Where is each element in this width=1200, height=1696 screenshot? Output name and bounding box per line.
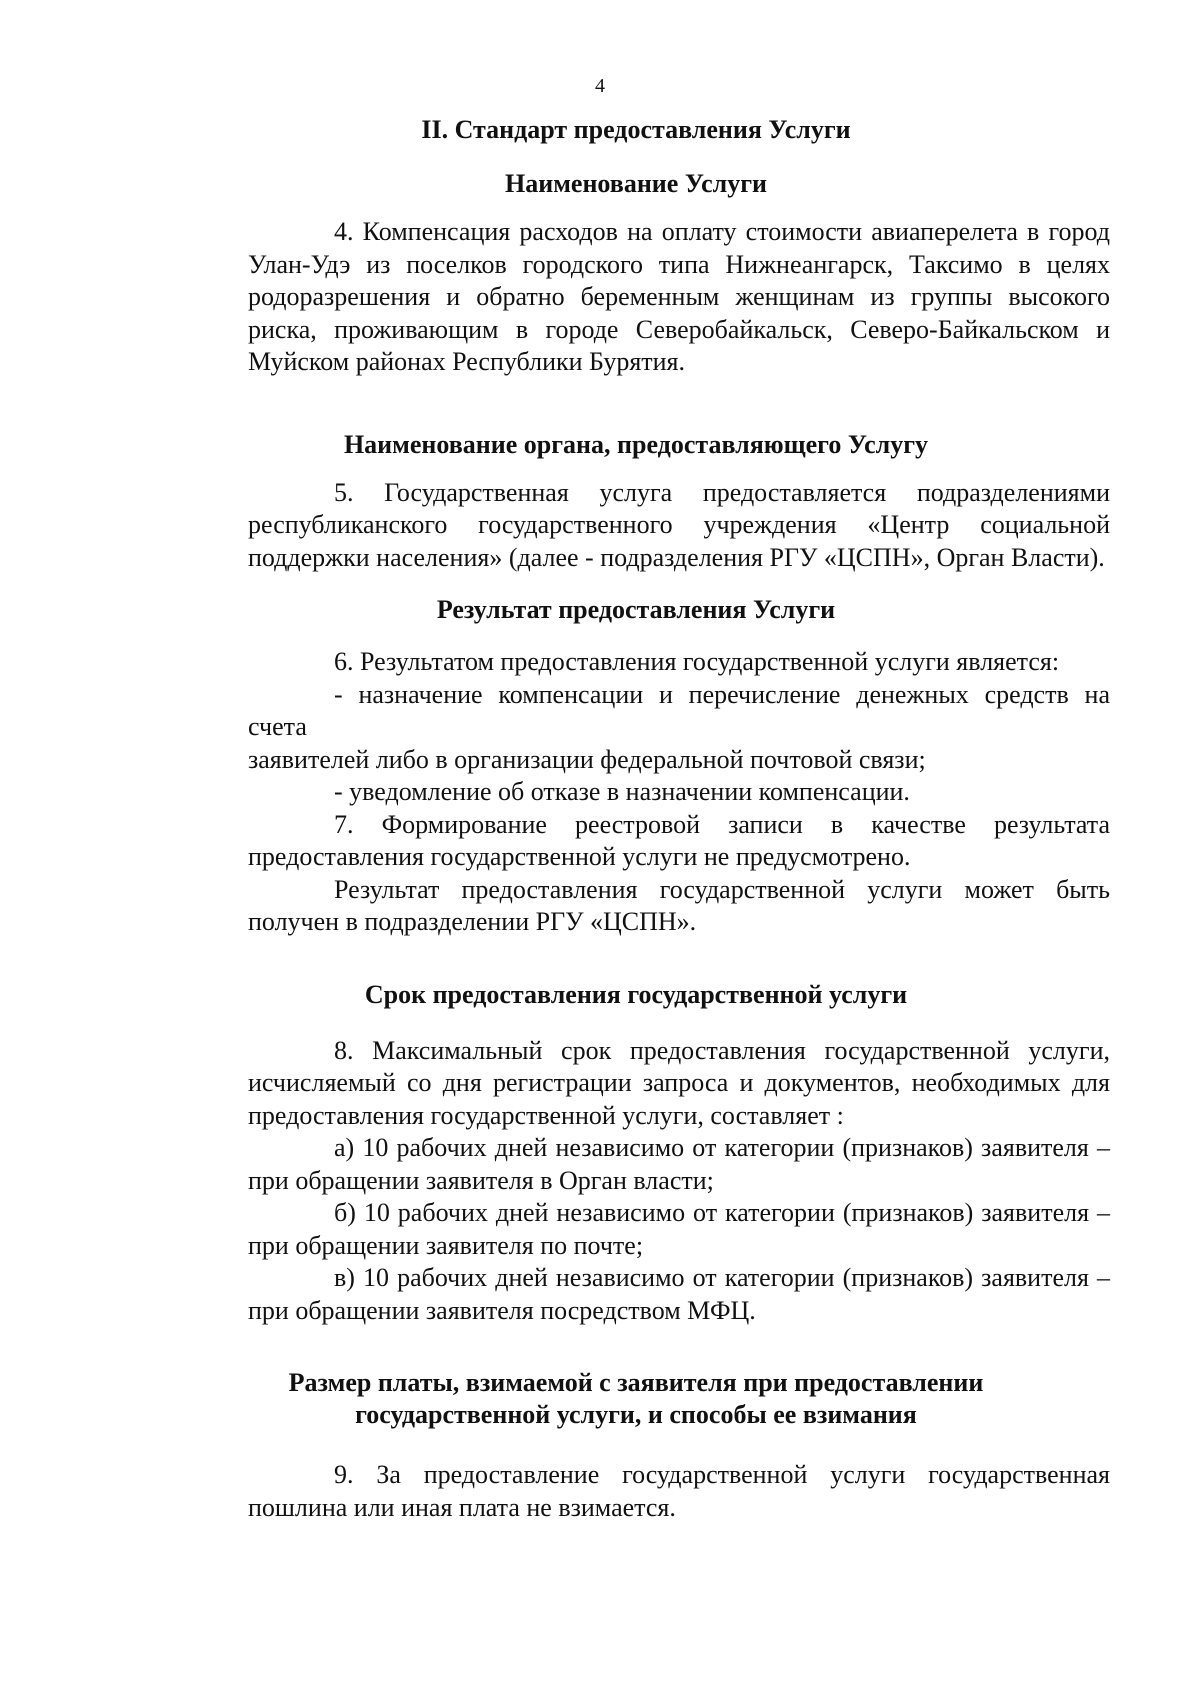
subsection-heading-term — [162, 979, 1110, 1011]
paragraph-line: Муйском районах Республики Бурятия. — [248, 347, 686, 376]
paragraph-line: при обращении заявителя посредством МФЦ. — [248, 1295, 756, 1325]
paragraph-line: б) 10 рабочих дней независимо от категории (признаков) заявителя – — [334, 1198, 1110, 1227]
paragraph-line: поддержки населения» (далее - подразделения РГУ «ЦСПН», Орган Власти). — [248, 542, 1105, 572]
paragraph-line: - уведомление об отказе в назначении компенсации. — [334, 777, 910, 806]
subsection-heading-service-name — [162, 168, 1110, 200]
paragraph-line: при обращении заявителя в Орган власти; — [248, 1165, 714, 1195]
paragraph-line: республиканского государственного учреждения «Центр социальной — [248, 510, 1110, 539]
paragraph-line: при обращении заявителя по почте; — [248, 1230, 644, 1260]
paragraph-8-item-v — [162, 1262, 1110, 1327]
section-title — [162, 114, 1110, 146]
paragraph-line: 5. Государственная услуга предоставляется подразделениями — [334, 477, 1110, 507]
paragraph-line: заявителей либо в организации федеральной почтовой связи; — [248, 744, 926, 774]
heading-line: Результат предоставления Услуги — [436, 595, 836, 624]
paragraph-5 — [162, 477, 1110, 575]
paragraph-line: исчисляемый со дня регистрации запроса и документов, необходимых для — [248, 1068, 1110, 1097]
paragraph-line: получен в подразделении РГУ «ЦСПН». — [248, 907, 697, 936]
paragraph-line: - назначение компенсации и перечисление денежных средств на счета — [248, 679, 1110, 741]
paragraph-8-item-b — [162, 1197, 1110, 1262]
document-body — [162, 114, 1110, 1524]
heading-line: государственной услуги, и способы ее взимания — [355, 1400, 917, 1429]
paragraph-6-item-2 — [162, 776, 1110, 809]
paragraph-6 — [162, 646, 1110, 679]
heading-line: II. Стандарт предоставления Услуги — [421, 115, 851, 144]
paragraph-line: Улан-Удэ из поселков городского типа Нижнеангарск, Таксимо в целях — [248, 249, 1110, 279]
heading-line: Наименование органа, предоставляющего Услугу — [343, 429, 929, 459]
paragraph-line: 8. Максимальный срок предоставления государственной услуги, — [334, 1035, 1110, 1065]
paragraph-line: а) 10 рабочих дней независимо от категории (признаков) заявителя – — [334, 1133, 1110, 1162]
paragraph-6-item-1 — [162, 679, 1110, 777]
paragraph-line: предоставления государственной услуги, составляет : — [248, 1100, 844, 1130]
paragraph-line: 9. За предоставление государственной услуги государственная — [334, 1460, 1110, 1489]
paragraph-4 — [162, 216, 1110, 379]
paragraph-line: предоставления государственной услуги не предусмотрено. — [248, 842, 911, 871]
paragraph-line: риска, проживающим в городе Северобайкальск, Северо-Байкальском и — [248, 314, 1110, 344]
subsection-heading-authority — [162, 429, 1110, 461]
paragraph-7-result — [162, 874, 1110, 939]
paragraph-line: родоразрешения и обратно беременным женщинам из группы высокого — [248, 282, 1110, 311]
paragraph-7 — [162, 809, 1110, 874]
heading-line: Размер платы, взимаемой с заявителя при предоставлении — [288, 1368, 984, 1397]
paragraph-line: Результат предоставления государственной услуги может быть — [334, 874, 1110, 904]
paragraph-line: 4. Компенсация расходов на оплату стоимости авиаперелета в город — [334, 217, 1110, 246]
subsection-heading-fee — [162, 1367, 1110, 1431]
paragraph-9 — [162, 1459, 1110, 1524]
subsection-heading-result — [162, 594, 1110, 626]
paragraph-line: 6. Результатом предоставления государственной услуги является: — [334, 647, 1060, 676]
paragraph-line: 7. Формирование реестровой записи в качестве результата — [334, 809, 1110, 839]
heading-line: Срок предоставления государственной услуги — [364, 979, 908, 1009]
heading-line: Наименование Услуги — [504, 169, 768, 198]
paragraph-line: пошлина или иная плата не взимается. — [248, 1492, 676, 1522]
page-number: 4 — [595, 75, 605, 97]
paragraph-8 — [162, 1035, 1110, 1133]
paragraph-8-item-a — [162, 1132, 1110, 1197]
paragraph-line: в) 10 рабочих дней независимо от категории (признаков) заявителя – — [334, 1263, 1110, 1292]
